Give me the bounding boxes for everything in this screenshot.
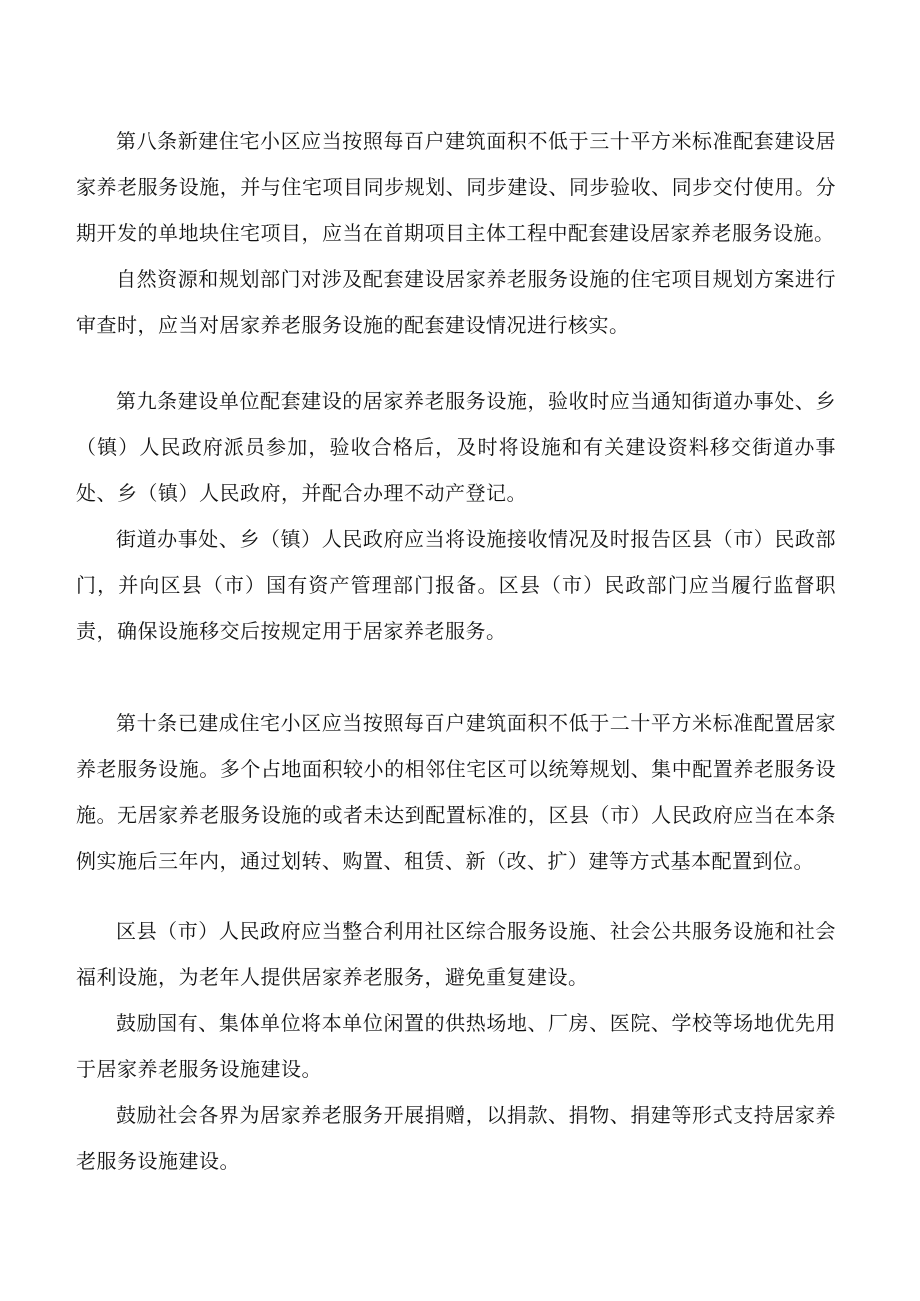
article-8-paragraph: 第八条新建住宅小区应当按照每百户建筑面积不低于三十平方米标准配套建设居家养老服务设施，并与住宅项目同步规划、同步建设、同步验收、同步交付使用。分期开发的单地块住宅项目，应当在首期项目主体工程中配套建设居家养老服务设施。: [76, 129, 836, 245]
article-9-paragraph: 第九条建设单位配套建设的居家养老服务设施，验收时应当通知街道办事处、乡（镇）人民政府派员参加，验收合格后，及时将设施和有关建设资料移交街道办事处、乡（镇）人民政府，并配合办理不动产登记。: [76, 389, 836, 505]
article-10-paragraph: 第十条已建成住宅小区应当按照每百户建筑面积不低于二十平方米标准配置居家养老服务设施。多个占地面积较小的相邻住宅区可以统筹规划、集中配置养老服务设施。无居家养老服务设施的或者未达到配置标准的，区县（市）人民政府应当在本条例实施后三年内，通过划转、购置、租赁、新（改、扩）建等方式基本配置到位。: [76, 711, 836, 873]
article-8-review-paragraph: 自然资源和规划部门对涉及配套建设居家养老服务设施的住宅项目规划方案进行审查时，应当对居家养老服务设施的配套建设情况进行核实。: [76, 267, 836, 337]
article-10-integration-paragraph: 区县（市）人民政府应当整合利用社区综合服务设施、社会公共服务设施和社会福利设施，为老年人提供居家养老服务，避免重复建设。: [76, 919, 836, 989]
article-10-encourage-units-paragraph: 鼓励国有、集体单位将本单位闲置的供热场地、厂房、医院、学校等场地优先用于居家养老服务设施建设。: [76, 1011, 836, 1081]
article-9-report-paragraph: 街道办事处、乡（镇）人民政府应当将设施接收情况及时报告区县（市）民政部门，并向区县（市）国有资产管理部门报备。区县（市）民政部门应当履行监督职责，确保设施移交后按规定用于居家养老服务。: [76, 527, 836, 643]
article-10-encourage-donation-paragraph: 鼓励社会各界为居家养老服务开展捐赠，以捐款、捐物、捐建等形式支持居家养老服务设施建设。: [76, 1103, 836, 1173]
